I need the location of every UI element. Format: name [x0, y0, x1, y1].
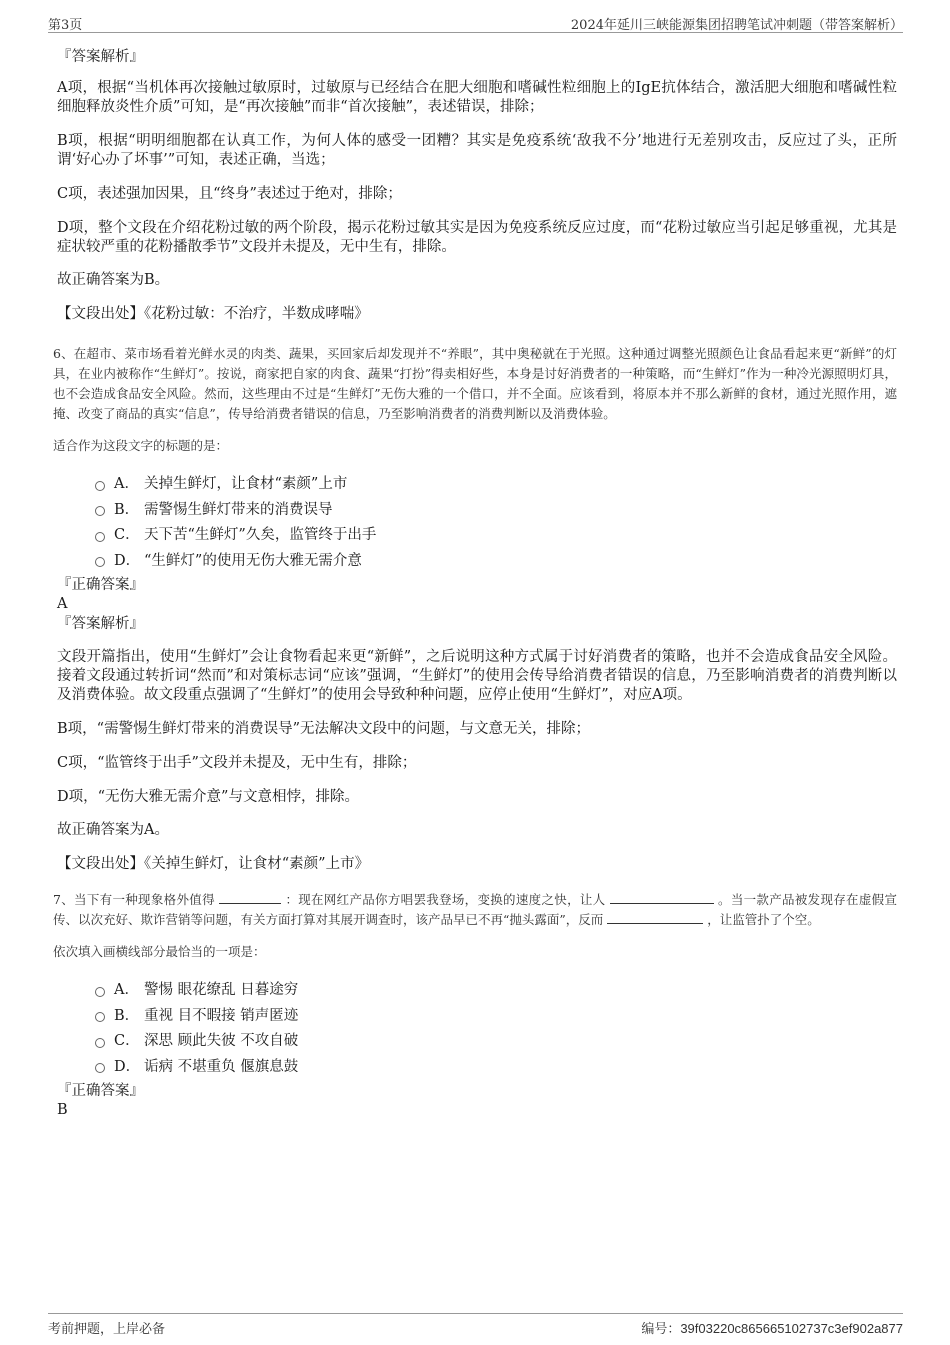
page-number: 第3页 — [48, 18, 83, 33]
stem-text: ：现在网红产品你方唱罢我登场，变换的速度之快，让人 — [285, 892, 606, 907]
fill-blank[interactable] — [610, 891, 714, 904]
option-text: 诟病 不堪重负 偃旗息鼓 — [144, 1058, 299, 1075]
option-text: 天下苦“生鲜灯”久矣，监管终于出手 — [144, 527, 377, 544]
option-c[interactable] — [95, 1027, 897, 1053]
analysis-item-c: C项，表述强加因果，且“终身”表述过于绝对，排除； — [57, 186, 402, 202]
document-title: 2024年延川三峡能源集团招聘笔试冲刺题（带答案解析） — [570, 18, 903, 33]
question-7-prompt: 依次填入画横线部分最恰当的一项是： — [53, 944, 266, 959]
page-header — [48, 12, 903, 33]
document-code — [641, 1318, 903, 1337]
option-text: 警惕 眼花缭乱 日暮途穷 — [144, 982, 299, 999]
option-text: 重视 目不暇接 销声匿迹 — [144, 1007, 299, 1024]
analysis-conclusion: 故正确答案为A。 — [57, 822, 169, 838]
correct-answer-value: A — [57, 596, 68, 612]
radio-icon[interactable] — [95, 987, 105, 997]
correct-answer-value: B — [57, 1102, 68, 1118]
fill-blank[interactable] — [219, 891, 281, 904]
stem-text: ，让监管扑了个空。 — [707, 912, 820, 927]
correct-answer-heading: 『正确答案』 — [57, 577, 144, 593]
analysis-item-d: D项，“无伤大雅无需介意”与文意相悖，排除。 — [57, 789, 359, 805]
option-letter: A． — [114, 476, 139, 493]
page-footer — [48, 1313, 903, 1336]
option-letter: A． — [114, 982, 139, 999]
radio-icon[interactable] — [95, 481, 105, 491]
footer-slogan: 考前押题，上岸必备 — [48, 1322, 166, 1337]
option-letter: B． — [114, 1007, 140, 1024]
analysis-heading: 『答案解析』 — [57, 616, 144, 632]
radio-icon[interactable] — [95, 1038, 105, 1048]
correct-answer-heading: 『正确答案』 — [57, 1083, 144, 1099]
source-citation: 【文段出处】《关掉生鲜灯，让食材“素颜”上市》 — [57, 856, 370, 872]
code-label: 编号： — [641, 1322, 681, 1337]
option-d[interactable] — [95, 1053, 897, 1079]
radio-icon[interactable] — [95, 1012, 105, 1022]
option-letter: D． — [114, 1058, 141, 1075]
option-text: 关掉生鲜灯，让食材“素颜”上市 — [144, 476, 348, 493]
analysis-item-d: D项，整个文段在介绍花粉过敏的两个阶段，揭示花粉过敏其实是因为免疫系统反应过度，而“花粉过敏应当引起足够重视，尤其是症状较严重的花粉播散季节”文段并未提及，无中生有，排除。 — [57, 220, 897, 255]
option-letter: C． — [114, 1033, 140, 1050]
radio-icon[interactable] — [95, 532, 105, 542]
option-a[interactable] — [95, 470, 897, 496]
analysis-item-c: C项，“监管终于出手”文段并未提及，无中生有，排除； — [57, 755, 417, 771]
option-b[interactable] — [95, 1002, 897, 1028]
option-text: 需警惕生鲜灯带来的消费误导 — [144, 501, 333, 518]
analysis-heading: 『答案解析』 — [57, 49, 144, 65]
analysis-conclusion: 故正确答案为B。 — [57, 272, 170, 288]
option-letter: D． — [114, 552, 141, 569]
source-citation: 【文段出处】《花粉过敏：不治疗，半数成哮喘》 — [57, 306, 369, 322]
radio-icon[interactable] — [95, 1063, 105, 1073]
question-7-stem — [53, 890, 897, 930]
radio-icon[interactable] — [95, 506, 105, 516]
option-c[interactable] — [95, 521, 897, 547]
fill-blank[interactable] — [607, 911, 703, 924]
option-letter: C． — [114, 527, 140, 544]
analysis-item-b: B项，“需警惕生鲜灯带来的消费误导”无法解决文段中的问题，与文意无关，排除； — [57, 721, 590, 737]
option-text: 深思 顾此失彼 不攻自破 — [144, 1033, 299, 1050]
option-d[interactable] — [95, 547, 897, 573]
question-6-stem: 6、在超市、菜市场看着光鲜水灵的肉类、蔬果，买回家后却发现并不“养眼”，其中奥秘就在于光照。这种通过调整光照颜色让食品看起来更“新鲜”的灯具，在业内被称作“生鲜灯”。按说，商家把自家的肉食、蔬果“打扮”得卖相好些，本身是讨好消费者的一种策略，而“生鲜灯”作为一种冷光源照明灯具，也不会造成食品安全风险。然而，这些理由不过是“生鲜灯”无伤大雅的一个借口，并不全面。应该看到，将原本并不那么新鲜的食材，通过光照作用，遮掩、改变了商品的真实“信息”，传导给消费者错误的信息，乃至影响消费者的消费判断以及消费体验。 — [53, 346, 897, 421]
question-7-options — [95, 976, 897, 1078]
analysis-main: 文段开篇指出，使用“生鲜灯”会让食物看起来更“新鲜”，之后说明这种方式属于讨好消费者的策略，也并不会造成食品安全风险。接着文段通过转折词“然而”和对策标志词“应该”强调，“生鲜灯”的使用会传导给消费者错误的信息，乃至影响消费者的消费判断以及消费体验。故文段重点强调了“生鲜灯”的使用会导致种种问题，应停止使用“生鲜灯”，对应A项。 — [57, 649, 897, 703]
stem-text: 。当一款产品被发现存在虚假宣传、以次充好、欺诈营销等问题，有关方面打算对其展开调查时，该产品早已不再“抛头露面”，反而 — [53, 892, 897, 927]
analysis-item-a: A项，根据“当机体再次接触过敏原时，过敏原与已经结合在肥大细胞和嗜碱性粒细胞上的IgE抗体结合，激活肥大细胞和嗜碱性粒细胞释放炎性介质”可知，是“再次接触”而非“首次接触”，表述错误，排除； — [57, 80, 897, 115]
question-6-prompt: 适合作为这段文字的标题的是： — [53, 438, 229, 453]
option-b[interactable] — [95, 496, 897, 522]
question-6-options — [95, 470, 897, 572]
radio-icon[interactable] — [95, 557, 105, 567]
option-text: “生鲜灯”的使用无伤大雅无需介意 — [144, 552, 362, 569]
option-letter: B． — [114, 501, 140, 518]
option-a[interactable] — [95, 976, 897, 1002]
code-value: 39f03220c865665102737c3ef902a877 — [680, 1321, 903, 1336]
page-content — [53, 48, 897, 1120]
stem-text: 7、当下有一种现象格外值得 — [53, 892, 215, 907]
analysis-item-b: B项，根据“明明细胞都在认真工作，为何人体的感受一团糟？其实是免疫系统‘敌我不分’地进行无差别攻击，反应过了头，正所谓‘好心办了坏事’”可知，表述正确，当选； — [57, 133, 897, 168]
